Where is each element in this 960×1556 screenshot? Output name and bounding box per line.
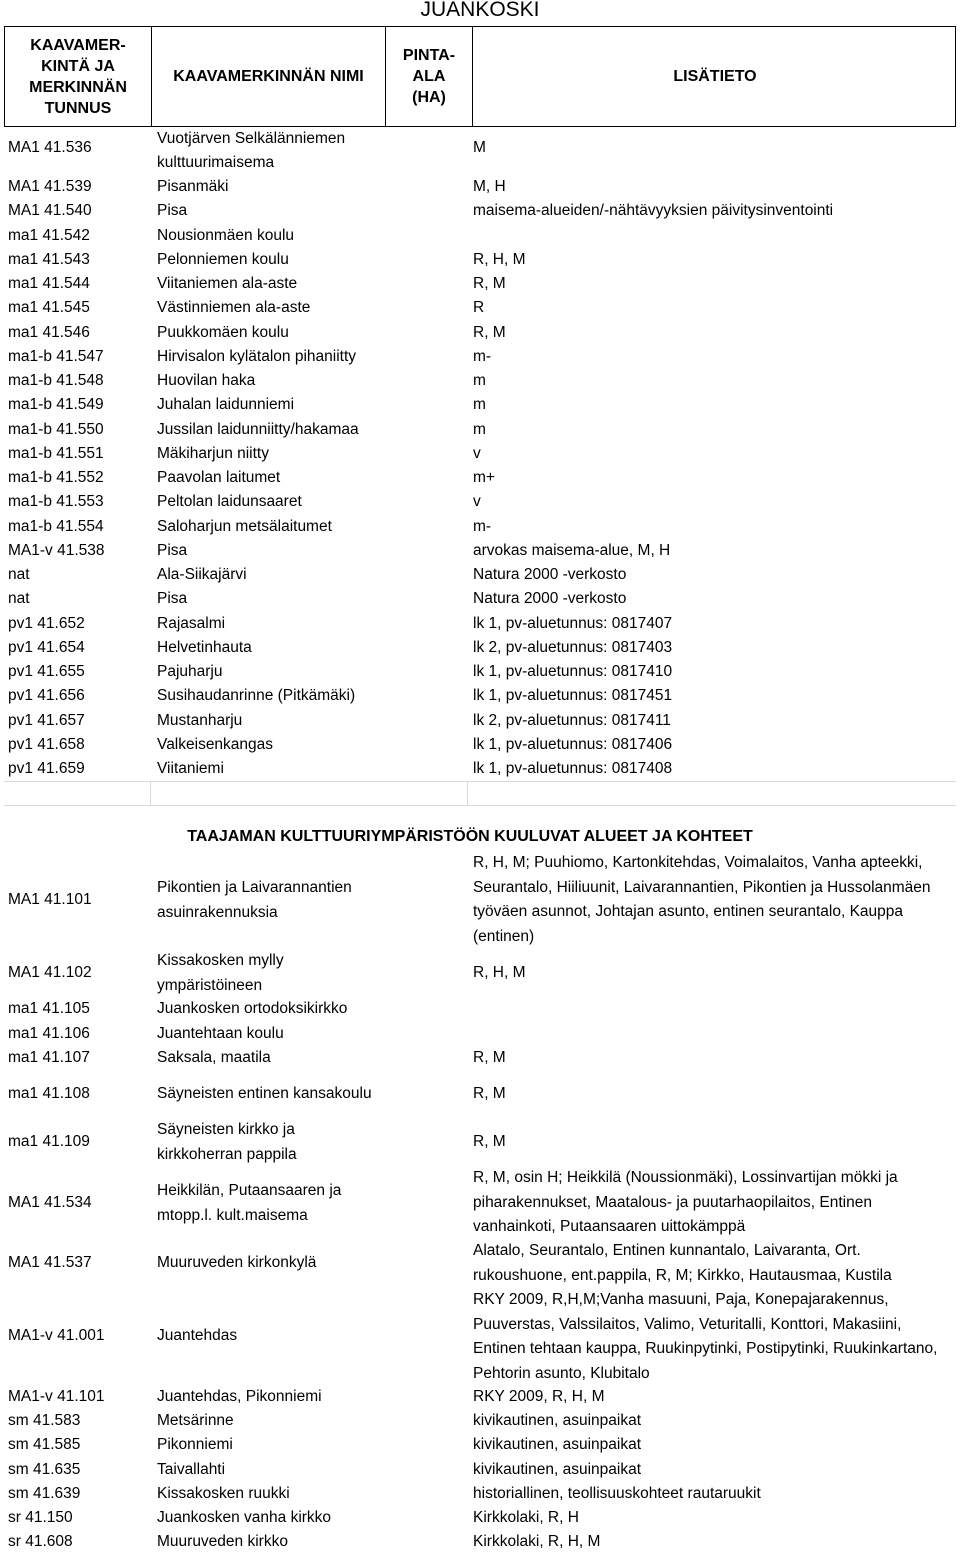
table-row	[0, 224, 960, 248]
table-row	[0, 393, 960, 417]
table-row	[0, 418, 960, 442]
row-info: m	[473, 420, 486, 438]
row-code: ma1-b 41.548	[8, 372, 104, 389]
row-name: Juantehdas	[157, 1327, 238, 1344]
row-info: lk 1, pv-aluetunnus: 0817410	[473, 663, 673, 680]
row-info: kivikautinen, asuinpaikat	[473, 1436, 642, 1454]
row-code: ma1-b 41.547	[8, 347, 104, 365]
header-code: KAAVAMER- KINTÄ JA MERKINNÄN TUNNUS	[29, 36, 127, 117]
row-name: Jussilan laidunniitty/hakamaa	[157, 420, 359, 438]
divider	[4, 781, 956, 782]
row-name: Ala-Siikajärvi	[157, 566, 247, 583]
table-row	[0, 490, 960, 514]
divider	[467, 781, 468, 805]
row-info: R, M	[473, 1133, 506, 1150]
row-name: Hirvisalon kylätalon pihaniitty	[157, 347, 357, 365]
table-row	[0, 345, 960, 369]
row-info: Natura 2000 -verkosto	[473, 566, 627, 583]
table-row	[0, 296, 960, 320]
row-name: Säyneisten kirkko ja kirkkoherran pappila	[157, 1121, 297, 1163]
table-row	[0, 1433, 960, 1457]
row-name: Helvetinhauta	[157, 638, 252, 656]
table-row	[0, 636, 960, 660]
row-info: R, H, M; Puuhiomo, Kartonkitehdas, Voimalaitos, Vanha apteekki, Seurantalo, Hiiliuunit, Laivarannantien, Pikontien ja Hussolanmäen työväen asunnot, Johtajan asunto, entinen seurantalo, Kauppa (entinen)	[473, 854, 931, 945]
table-row	[0, 1506, 960, 1530]
divider	[4, 805, 956, 806]
table-row	[0, 757, 960, 781]
row-info: m	[473, 396, 486, 414]
row-info: m	[473, 372, 486, 389]
row-code: ma1 41.109	[8, 1133, 90, 1150]
row-info: lk 2, pv-aluetunnus: 0817411	[473, 711, 671, 729]
row-code: ma1 41.105	[8, 1000, 90, 1017]
row-code: pv1 41.657	[8, 711, 85, 729]
row-info: lk 1, pv-aluetunnus: 0817407	[473, 614, 673, 632]
row-info: R, M	[473, 323, 506, 341]
table-row	[0, 733, 960, 757]
row-name: Rajasalmi	[157, 614, 226, 632]
row-info: kivikautinen, asuinpaikat	[473, 1412, 642, 1430]
row-info: RKY 2009, R,H,M;Vanha masuuni, Paja, Konepajarakennus, Puuverstas, Valssilaitos, Valimo, Veturitalli, Konttori, Makasiini, Entinen tehtaan kauppa, Ruukinpytinki, Postipytinki, Ruukinkartano, Pehtorin asunto, Klubitalo	[473, 1291, 938, 1382]
row-name: Muuruveden kirkko	[157, 1533, 288, 1551]
row-name: Pajuharju	[157, 663, 223, 680]
row-code: sm 41.583	[8, 1412, 81, 1430]
row-name: Pisanmäki	[157, 178, 229, 195]
row-info: Natura 2000 -verkosto	[473, 590, 627, 608]
table-row	[0, 709, 960, 733]
row-name: Pisa	[157, 202, 188, 220]
row-name: Puukkomäen koulu	[157, 323, 289, 341]
row-name: Viitaniemen ala-aste	[157, 275, 298, 292]
row-info: arvokas maisema-alue, M, H	[473, 541, 671, 559]
row-name: Juantehdas, Pikonniemi	[157, 1388, 322, 1405]
row-info: R, H, M	[473, 964, 526, 981]
row-code: MA1 41.537	[8, 1254, 92, 1271]
row-info: RKY 2009, R, H, M	[473, 1388, 605, 1405]
table-row	[0, 1385, 960, 1409]
row-code: MA1 41.536	[8, 139, 92, 156]
table-row	[0, 1458, 960, 1482]
row-name: Säyneisten entinen kansakoulu	[157, 1085, 372, 1102]
row-code: ma1-b 41.554	[8, 517, 104, 535]
row-name: Mustanharju	[157, 711, 243, 729]
row-name: Saloharjun metsälaitumet	[157, 517, 332, 535]
row-name: Nousionmäen koulu	[157, 226, 295, 244]
row-code: ma1-b 41.551	[8, 444, 104, 462]
row-code: sm 41.585	[8, 1436, 81, 1454]
table-row	[0, 466, 960, 490]
row-code: sr 41.150	[8, 1509, 73, 1526]
row-info: m+	[473, 469, 495, 486]
row-name: Pisa	[157, 541, 188, 559]
row-info: kivikautinen, asuinpaikat	[473, 1460, 642, 1478]
row-code: pv1 41.659	[8, 760, 85, 777]
row-info: historiallinen, teollisuuskohteet rautaruukit	[473, 1484, 761, 1502]
row-info: lk 1, pv-aluetunnus: 0817406	[473, 735, 673, 753]
table-row	[0, 127, 960, 175]
row-code: ma1-b 41.552	[8, 469, 104, 486]
header-info: LISÄTIETO	[673, 68, 757, 85]
table-row	[0, 442, 960, 466]
row-code: MA1 41.539	[8, 178, 92, 195]
row-name: Pelonniemen koulu	[157, 250, 289, 268]
table-row	[0, 1530, 960, 1554]
table-row	[0, 539, 960, 563]
row-code: ma1 41.544	[8, 275, 90, 292]
row-name: Västinniemen ala-aste	[157, 299, 311, 317]
row-info: lk 2, pv-aluetunnus: 0817403	[473, 638, 673, 656]
row-name: Saksala, maatila	[157, 1049, 271, 1066]
row-info: R, H, M	[473, 250, 526, 268]
row-code: ma1-b 41.553	[8, 493, 104, 511]
row-code: MA1 41.102	[8, 964, 92, 981]
row-code: nat	[8, 590, 30, 608]
header-area: PINTA- ALA (HA)	[402, 47, 456, 106]
row-info: R	[473, 299, 485, 317]
row-code: ma1-b 41.549	[8, 396, 104, 414]
table-row	[0, 199, 960, 223]
table-row	[0, 175, 960, 199]
table-header	[4, 26, 956, 127]
row-code: ma1 41.545	[8, 299, 90, 317]
row-code: MA1-v 41.001	[8, 1327, 105, 1344]
row-code: sm 41.639	[8, 1484, 81, 1502]
row-info: m-	[473, 517, 492, 535]
row-name: Juankosken ortodoksikirkko	[157, 1000, 348, 1017]
row-info: lk 1, pv-aluetunnus: 0817408	[473, 760, 673, 777]
row-code: ma1-b 41.550	[8, 420, 104, 438]
row-code: ma1 41.543	[8, 250, 90, 268]
row-code: pv1 41.658	[8, 735, 85, 753]
table-row	[0, 515, 960, 539]
row-code: sm 41.635	[8, 1460, 81, 1478]
row-name: Metsärinne	[157, 1412, 234, 1430]
row-name: Juankosken vanha kirkko	[157, 1509, 332, 1526]
row-code: pv1 41.654	[8, 638, 85, 656]
row-name: Mäkiharjun niitty	[157, 444, 269, 462]
row-info: m-	[473, 347, 492, 365]
row-info: maisema-alueiden/-nähtävyyksien päivitysinventointi	[473, 202, 834, 220]
row-code: MA1-v 41.538	[8, 541, 105, 559]
table-row	[0, 660, 960, 684]
row-code: nat	[8, 566, 30, 583]
row-name: Huovilan haka	[157, 372, 256, 389]
row-code: sr 41.608	[8, 1533, 73, 1551]
row-code: ma1 41.542	[8, 226, 90, 244]
row-name: Pisa	[157, 590, 188, 608]
row-info: R, M	[473, 1085, 506, 1102]
table-row	[0, 321, 960, 345]
row-name: Paavolan laitumet	[157, 469, 281, 486]
row-code: ma1 41.108	[8, 1085, 90, 1102]
row-info: R, M	[473, 275, 506, 292]
row-name: Muuruveden kirkonkylä	[157, 1254, 317, 1271]
row-code: pv1 41.655	[8, 663, 85, 680]
table-row	[0, 684, 960, 708]
table-row	[0, 272, 960, 296]
row-name: Susihaudanrinne (Pitkämäki)	[157, 687, 356, 705]
row-name: Pikonniemi	[157, 1436, 233, 1454]
row-code: pv1 41.652	[8, 614, 85, 632]
row-info: Kirkkolaki, R, H, M	[473, 1533, 601, 1551]
row-name: Kissakosken mylly ympäristöineen	[157, 952, 284, 994]
row-info: M	[473, 139, 486, 156]
row-code: pv1 41.656	[8, 687, 85, 705]
row-info: Alatalo, Seurantalo, Entinen kunnantalo, Laivaranta, Ort. rukoushuone, ent.pappila, R, M; Kirkko, Hautausmaa, Kustila	[473, 1242, 892, 1284]
section-title: TAAJAMAN KULTTUURIYMPÄRISTÖÖN KUULUVAT ALUEET JA KOHTEET	[187, 828, 753, 845]
row-info: Kirkkolaki, R, H	[473, 1509, 579, 1526]
row-name: Peltolan laidunsaaret	[157, 493, 302, 511]
table-row	[0, 248, 960, 272]
table-row	[0, 1482, 960, 1506]
table-row	[0, 369, 960, 393]
header-name: KAAVAMERKINNÄN NIMI	[173, 68, 364, 85]
row-info: v	[473, 493, 481, 511]
row-info: lk 1, pv-aluetunnus: 0817451	[473, 687, 673, 705]
row-info: M, H	[473, 178, 506, 195]
table-row	[0, 587, 960, 611]
row-code: MA1 41.534	[8, 1194, 92, 1211]
row-name: Heikkilän, Putaansaaren ja mtopp.l. kult.maisema	[157, 1182, 342, 1224]
row-name: Pikontien ja Laivarannantien asuinrakennuksia	[157, 879, 352, 921]
row-code: MA1 41.540	[8, 202, 92, 220]
row-code: MA1 41.101	[8, 891, 92, 908]
row-info: R, M	[473, 1049, 506, 1066]
row-name: Valkeisenkangas	[157, 735, 274, 753]
row-name: Kissakosken ruukki	[157, 1484, 290, 1502]
divider	[150, 781, 151, 805]
table-row	[0, 563, 960, 587]
row-code: ma1 41.107	[8, 1049, 90, 1066]
row-info: R, M, osin H; Heikkilä (Noussionmäki), Lossinvartijan mökki ja piharakennukset, Maatalous- ja puutarhaopilaitos, Entinen vanhainkoti, Putaansaaren uittokämppä	[473, 1169, 898, 1235]
row-code: ma1 41.546	[8, 323, 90, 341]
row-name: Taivallahti	[157, 1460, 226, 1478]
row-code: ma1 41.106	[8, 1025, 90, 1042]
row-name: Juhalan laidunniemi	[157, 396, 295, 414]
page-title: JUANKOSKI	[420, 0, 540, 21]
row-info: v	[473, 444, 481, 462]
row-name: Viitaniemi	[157, 760, 224, 777]
row-code: MA1-v 41.101	[8, 1388, 105, 1405]
table-row	[0, 612, 960, 636]
table-row	[0, 1409, 960, 1433]
row-name: Vuotjärven Selkälänniemen kulttuurimaisema	[157, 130, 346, 171]
row-name: Juantehtaan koulu	[157, 1025, 284, 1042]
